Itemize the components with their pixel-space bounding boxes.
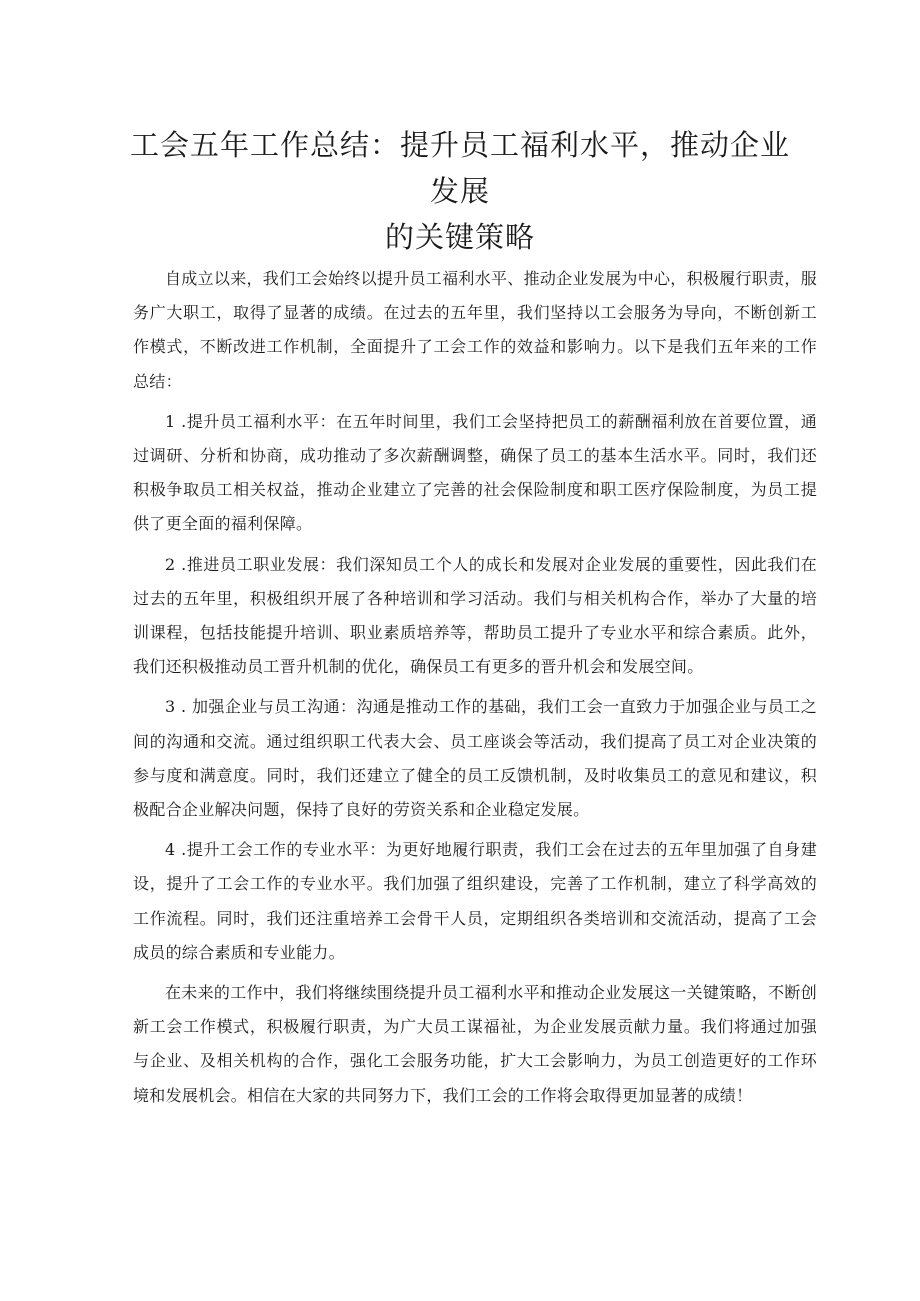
document-title — [120, 122, 800, 260]
item-4-paragraph: 4 .提升工会工作的专业水平：为更好地履行职责，我们工会在过去的五年里加强了自身建设，提升了工会工作的专业水平。我们加强了组织建设，完善了工作机制，建立了科学高效的工作流程。同时，我们还注重培养工会骨干人员，定期组织各类培训和交流活动，提高了工会成员的综合素质和专业能力。 — [133, 840, 817, 962]
item-3-paragraph: 3 . 加强企业与员工沟通：沟通是推动工作的基础，我们工会一直致力于加强企业与员工之间的沟通和交流。通过组织职工代表大会、员工座谈会等活动，我们提高了员工对企业决策的参与度和满意度。同时，我们还建立了健全的员工反馈机制，及时收集员工的意见和建议，积极配合企业解决问题，保持了良好的劳资关系和企业稳定发展。 — [133, 697, 817, 820]
document-body — [133, 262, 817, 1119]
intro-paragraph: 自成立以来，我们工会始终以提升员工福利水平、推动企业发展为中心，积极履行职责，服务广大职工，取得了显著的成绩。在过去的五年里，我们坚持以工会服务为导向，不断创新工作模式，不断改进工作机制，全面提升了工会工作的效益和影响力。以下是我们五年来的工作总结： — [133, 269, 818, 391]
document-title-line-2: 的关键策略 — [384, 220, 535, 254]
item-1-paragraph: 1 .提升员工福利水平：在五年时间里，我们工会坚持把员工的薪酬福利放在首要位置，通过调研、分析和协商，成功推动了多次薪酬调整，确保了员工的基本生活水平。同时，我们还积极争取员工相关权益，推动企业建立了完善的社会保险制度和职工医疗保险制度，为员工提供了更全面的福利保障。 — [133, 411, 817, 534]
item-2-paragraph: 2 .推进员工职业发展：我们深知员工个人的成长和发展对企业发展的重要性，因此我们在过去的五年里，积极组织开展了各种培训和学习活动。我们与相关机构合作，举办了大量的培训课程，包括技能提升培训、职业素质培养等，帮助员工提升了专业水平和综合素质。此外，我们还积极推动员工晋升机制的优化，确保员工有更多的晋升机会和发展空间。 — [133, 554, 817, 677]
document-title-line-1: 工会五年工作总结：提升员工福利水平，推动企业发展 — [129, 128, 790, 208]
conclusion-paragraph: 在未来的工作中，我们将继续围绕提升员工福利水平和推动企业发展这一关键策略，不断创新工会工作模式，积极履行职责，为广大员工谋福祉，为企业发展贡献力量。我们将通过加强与企业、及相关机构的合作，强化工会服务功能，扩大工会影响力，为员工创造更好的工作环境和发展机会。相信在大家的共同努力下，我们工会的工作将会取得更加显著的成绩！ — [133, 983, 818, 1105]
